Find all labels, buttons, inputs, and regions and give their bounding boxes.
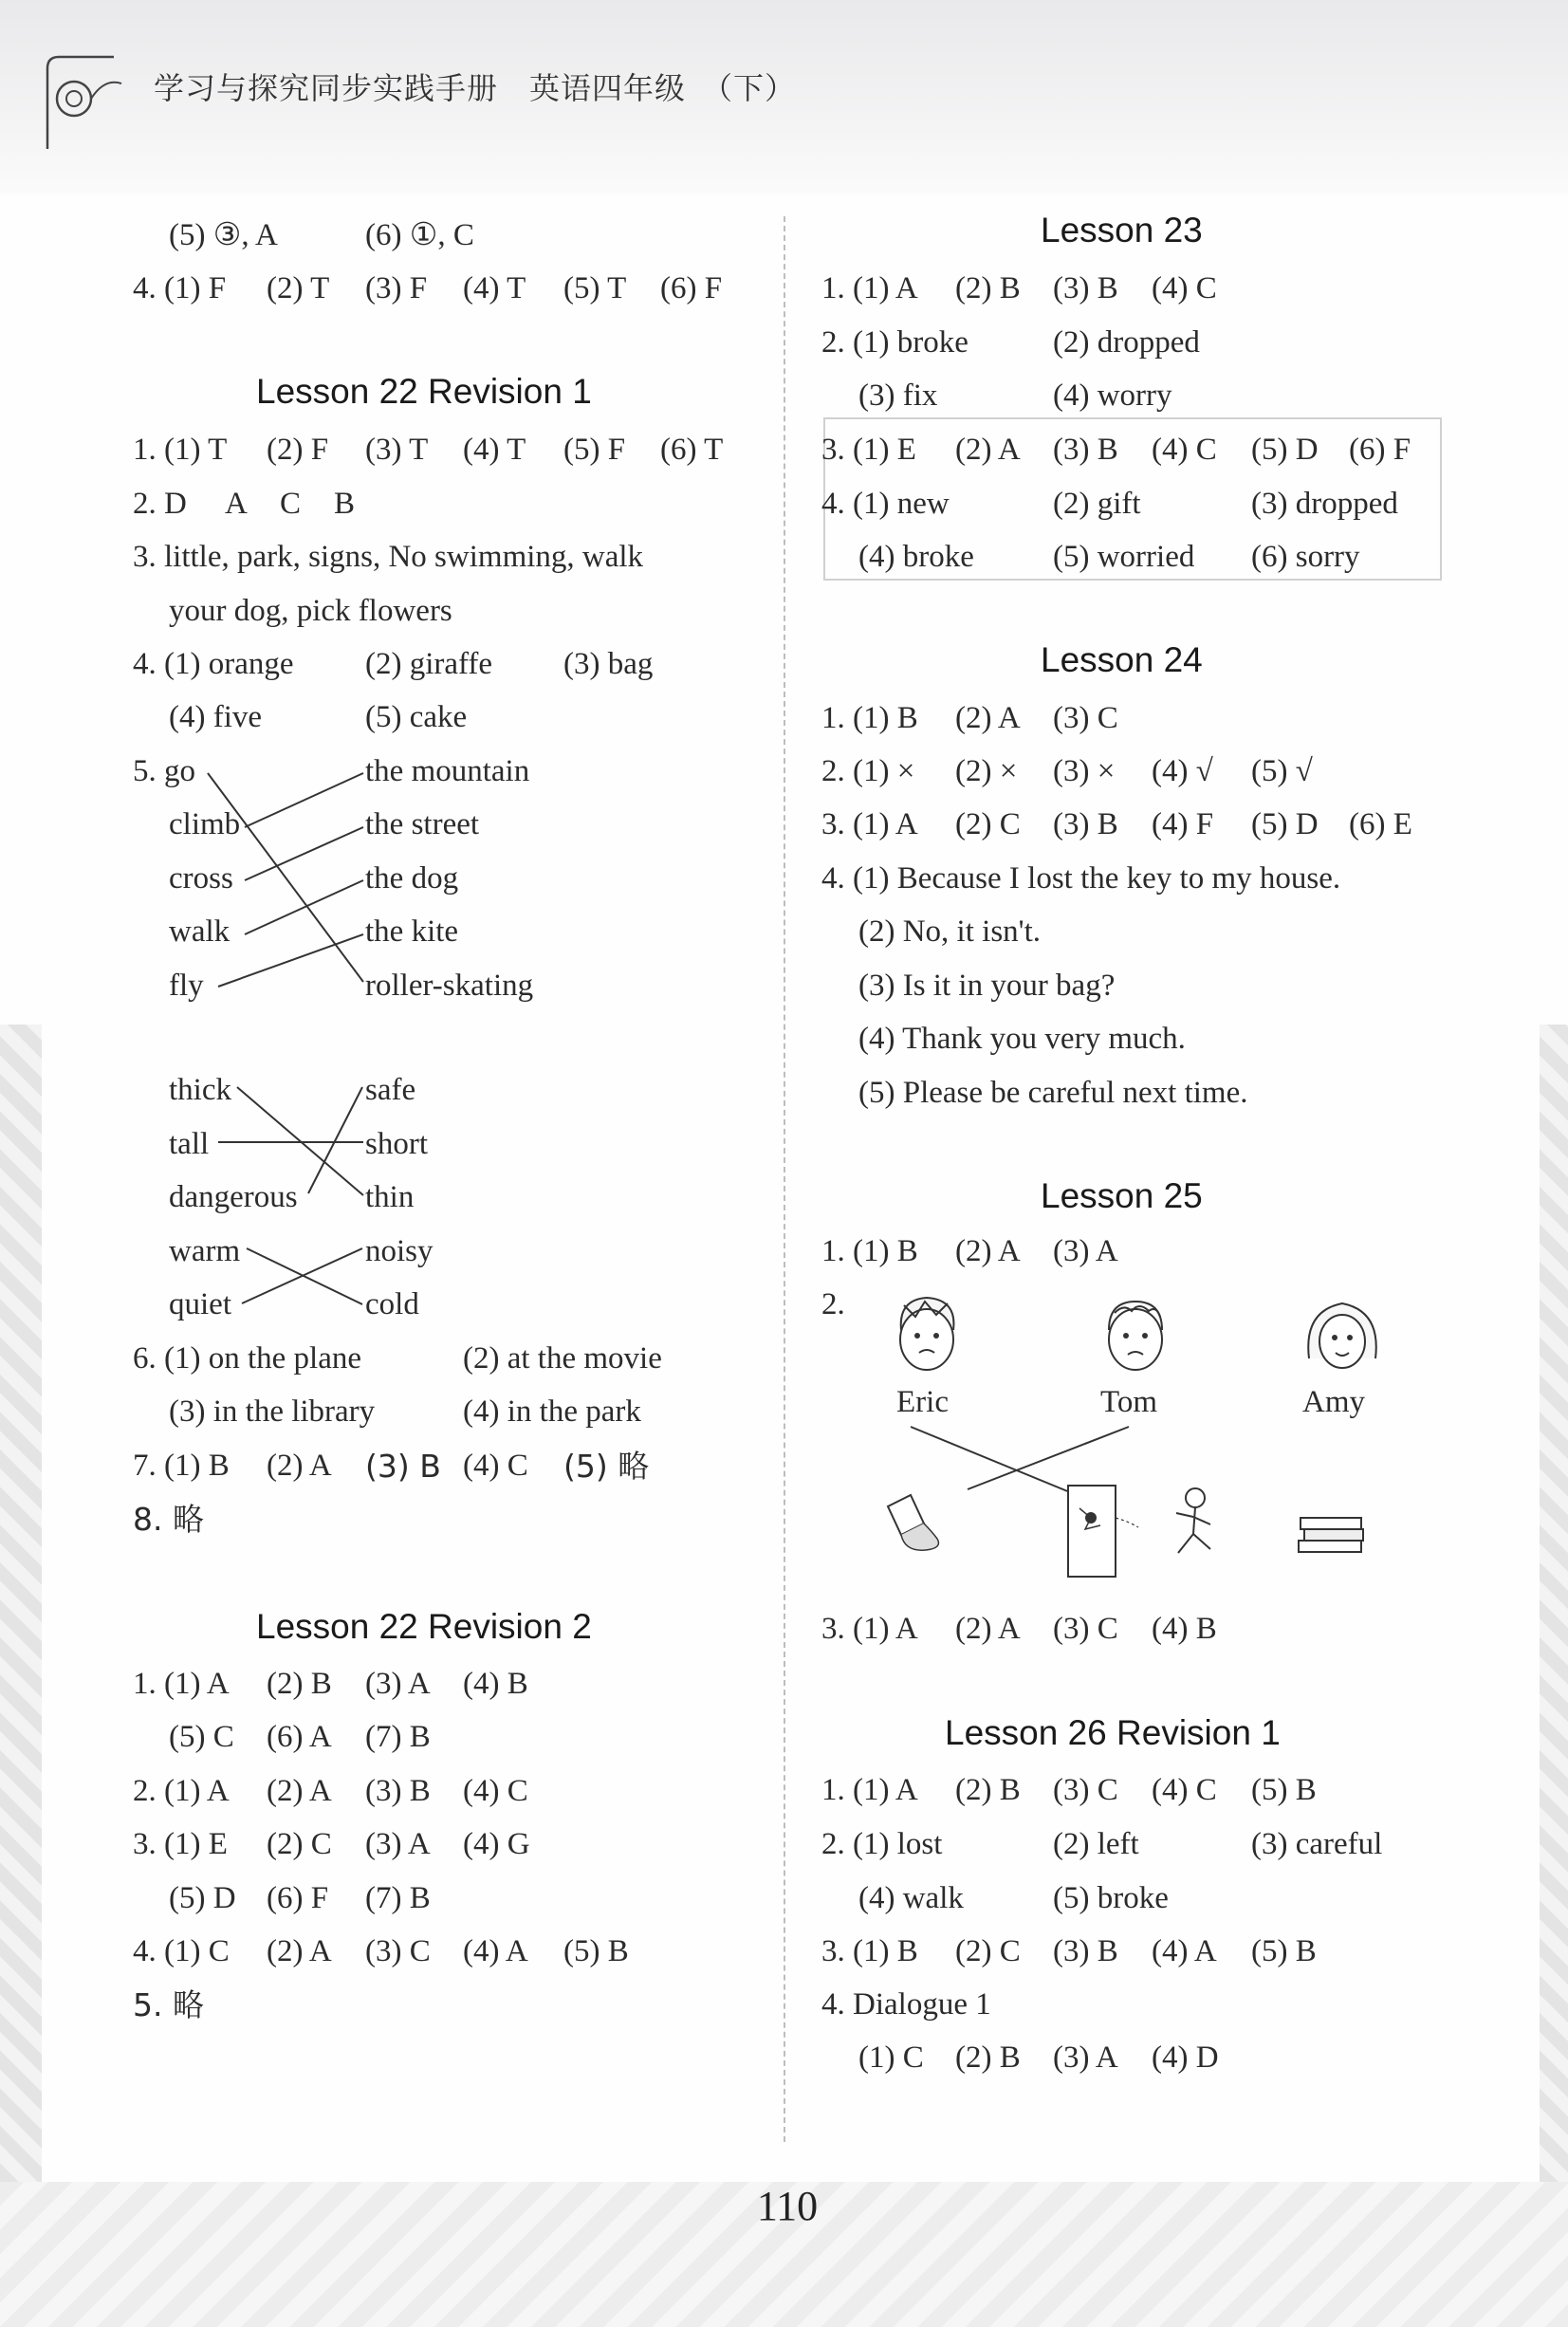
column-divider: [784, 216, 785, 2142]
answer: (2) at the movie: [463, 1341, 662, 1376]
answer: (4) D: [1152, 2041, 1219, 2075]
page-number: 110: [756, 2183, 819, 2229]
answer: (3) bag: [563, 647, 654, 681]
answer: 2. (1) A: [133, 1774, 230, 1808]
match-right-item: cold: [365, 1287, 419, 1321]
answer: (2) B: [955, 1773, 1021, 1807]
match-right-item: the dog: [365, 861, 459, 896]
answer: (2) C: [955, 1934, 1021, 1968]
section-heading: Lesson 26 Revision 1: [945, 1713, 1281, 1752]
answer: 6. (1) on the plane: [133, 1341, 362, 1376]
match-left-item: fly: [169, 969, 204, 1003]
answer: (2) A: [955, 433, 1021, 467]
section-heading: Lesson 22 Revision 2: [256, 1607, 592, 1646]
answer: (5) broke: [1053, 1881, 1169, 1915]
corner-ornament-icon: [38, 49, 123, 154]
section-heading: Lesson 24: [1041, 640, 1203, 679]
answer: (3) T: [365, 433, 429, 467]
answer: (1) C: [858, 2041, 924, 2075]
answer: 1. (1) A: [821, 1773, 918, 1807]
answer: (2) C: [955, 807, 1021, 841]
spilled-cup-icon: [882, 1489, 949, 1565]
answer: (2) dropped: [1053, 325, 1200, 360]
stack-of-books-icon: [1295, 1508, 1371, 1565]
match-left-item: 5. go: [133, 754, 195, 788]
answer: 3. (1) A: [821, 1612, 918, 1646]
side-decoration: [0, 1025, 42, 2182]
boy-face-icon: [1096, 1292, 1176, 1387]
answer: (3) A: [365, 1827, 431, 1861]
answer: 7. (1) B: [133, 1449, 230, 1483]
answer: (3) fix: [858, 379, 938, 413]
matching-lines-2: [161, 1072, 379, 1319]
answer: C: [280, 487, 302, 521]
answer: (4) B: [463, 1667, 528, 1701]
answer: (3) B: [1053, 1934, 1118, 1968]
answer: (5) T: [563, 271, 627, 305]
answer: (4) in the park: [463, 1394, 641, 1429]
answer: (5) D: [1251, 433, 1319, 467]
answer: (2) B: [267, 1667, 332, 1701]
answer: (6) E: [1349, 807, 1412, 841]
match-right-item: the mountain: [365, 754, 530, 788]
answer: (3) C: [1053, 701, 1118, 735]
answer: (5) D: [169, 1881, 236, 1915]
answer: (4) broke: [858, 540, 974, 574]
answer: (4) walk: [858, 1881, 964, 1915]
answer: 1. (1) A: [821, 271, 918, 305]
answer: (6) F: [1349, 433, 1411, 467]
answer: (7) B: [365, 1881, 431, 1915]
answer: (2) A: [267, 1774, 332, 1808]
section-heading: Lesson 23: [1041, 211, 1203, 249]
answer: (2) B: [955, 2041, 1021, 2075]
answer: 8. 略: [133, 1501, 204, 1538]
answer: (2) A: [267, 1449, 332, 1483]
answer: (3) B: [1053, 433, 1118, 467]
answer: (4) F: [1152, 807, 1214, 841]
answer: (2) F: [267, 433, 329, 467]
side-decoration-right: [1540, 1025, 1568, 2182]
answer: 4. (1) C: [133, 1934, 230, 1968]
answer: (6) F: [660, 271, 723, 305]
answer: 2. (1) lost: [821, 1827, 943, 1861]
answer: B: [334, 487, 356, 521]
answer: (2) ×: [955, 754, 1018, 788]
boy-face-icon: [887, 1292, 968, 1387]
answer: (2) A: [955, 1234, 1021, 1268]
answer: (3) dropped: [1251, 487, 1398, 521]
answer: (5) B: [563, 1934, 629, 1968]
match-left-item: tall: [169, 1127, 210, 1161]
match-right-item: the kite: [365, 914, 459, 949]
answer: (4) B: [1152, 1612, 1217, 1646]
answer: 3. little, park, signs, No swimming, walk: [133, 540, 644, 574]
answer: 1. (1) T: [133, 433, 228, 467]
answer: 3. (1) E: [821, 433, 916, 467]
answer: (2) T: [267, 271, 330, 305]
answer: 1. (1) B: [821, 701, 918, 735]
answer: (5) cake: [365, 700, 468, 734]
answer: 2. D: [133, 487, 187, 521]
match-left-item: cross: [169, 861, 233, 896]
answer: 2. (1) broke: [821, 325, 968, 360]
answer: (5) B: [1251, 1773, 1317, 1807]
answer: (4) worry: [1053, 379, 1172, 413]
answer: (5) Please be careful next time.: [858, 1076, 1248, 1110]
character-name: Eric: [896, 1385, 949, 1419]
answer: 3. (1) E: [133, 1827, 228, 1861]
answer: (6) A: [267, 1720, 332, 1754]
answer: (3) A: [365, 1667, 431, 1701]
answer: (2) A: [955, 701, 1021, 735]
answer: (4) C: [1152, 433, 1217, 467]
answer: (3) in the library: [169, 1394, 376, 1429]
answer: (2) gift: [1053, 487, 1141, 521]
match-left-item: walk: [169, 914, 231, 949]
match-left-item: quiet: [169, 1287, 231, 1321]
matching-lines-1: [161, 749, 379, 1025]
answer: (3) B: [365, 1774, 431, 1808]
answer: 3. (1) B: [821, 1934, 918, 1968]
answer: your dog, pick flowers: [169, 594, 452, 628]
answer: (3) A: [1053, 2041, 1118, 2075]
boy-kicking-icon: [1167, 1485, 1224, 1570]
answer: (3) ×: [1053, 754, 1116, 788]
answer: (4) T: [463, 433, 526, 467]
answer: (2) A: [267, 1934, 332, 1968]
answer: (3) B: [365, 1448, 441, 1485]
answer: (3) B: [1053, 271, 1118, 305]
answer: (4) C: [1152, 1773, 1217, 1807]
answer: 4. (1) Because I lost the key to my house.: [821, 861, 1341, 896]
answer: (5) √: [1251, 754, 1313, 788]
answer: (3) C: [1053, 1612, 1118, 1646]
answer: (5) B: [1251, 1934, 1317, 1968]
answer: (6) F: [267, 1881, 329, 1915]
answer: (4) T: [463, 271, 526, 305]
answer: (2) giraffe: [365, 647, 493, 681]
match-right-item: noisy: [365, 1234, 434, 1268]
section-heading: Lesson 22 Revision 1: [256, 372, 592, 411]
answer: (6) sorry: [1251, 540, 1360, 574]
answer: (5) worried: [1053, 540, 1195, 574]
answer: 2. (1) ×: [821, 754, 915, 788]
match-left-item: warm: [169, 1234, 241, 1268]
answer: (4) √: [1152, 754, 1213, 788]
answer: A: [225, 487, 248, 521]
answer: (5) ③, A: [169, 218, 278, 252]
match-left-item: dangerous: [169, 1180, 298, 1214]
answer: (3) C: [1053, 1773, 1118, 1807]
girl-face-icon: [1300, 1292, 1385, 1387]
answer: (2) No, it isn't.: [858, 914, 1042, 949]
answer: 1. (1) A: [133, 1667, 230, 1701]
answer: (6) ①, C: [365, 218, 474, 252]
character-name: Tom: [1100, 1385, 1158, 1419]
answer: (4) G: [463, 1827, 530, 1861]
answer: 4. (1) F: [133, 271, 227, 305]
answer: (4) A: [1152, 1934, 1217, 1968]
answer: (4) C: [463, 1774, 528, 1808]
answer: (3) careful: [1251, 1827, 1383, 1861]
match-left-item: climb: [169, 807, 241, 841]
answer: 4. Dialogue 1: [821, 1987, 991, 2022]
answer: (2) A: [955, 1612, 1021, 1646]
match-right-item: the street: [365, 807, 480, 841]
match-right-item: safe: [365, 1073, 416, 1107]
answer: (3) C: [365, 1934, 431, 1968]
answer: (4) C: [1152, 271, 1217, 305]
answer: (4) five: [169, 700, 263, 734]
answer: 2.: [821, 1287, 845, 1321]
answer: (6) T: [660, 433, 724, 467]
answer: (3) Is it in your bag?: [858, 969, 1116, 1003]
answer: (5) C: [169, 1720, 234, 1754]
match-right-item: thin: [365, 1180, 415, 1214]
match-right-item: roller-skating: [365, 969, 534, 1003]
broken-window-icon: [1062, 1480, 1176, 1584]
page-header-title: 学习与探究同步实践手册 英语四年级 （下）: [154, 70, 797, 106]
answer: (3) A: [1053, 1234, 1118, 1268]
match-right-item: short: [365, 1127, 428, 1161]
character-name: Amy: [1302, 1385, 1365, 1419]
answer: (4) Thank you very much.: [858, 1022, 1186, 1056]
answer: (5) D: [1251, 807, 1319, 841]
match-left-item: thick: [169, 1073, 231, 1107]
answer: (7) B: [365, 1720, 431, 1754]
answer: (3) F: [365, 271, 428, 305]
answer: (4) A: [463, 1934, 528, 1968]
answer: (3) B: [1053, 807, 1118, 841]
answer: (2) left: [1053, 1827, 1139, 1861]
answer: (4) C: [463, 1449, 528, 1483]
answer: 1. (1) B: [821, 1234, 918, 1268]
answer: (2) B: [955, 271, 1021, 305]
answer: 3. (1) A: [821, 807, 918, 841]
answer: (5) 略: [563, 1448, 650, 1485]
section-heading: Lesson 25: [1041, 1176, 1203, 1215]
answer: (5) F: [563, 433, 626, 467]
answer: 4. (1) orange: [133, 647, 294, 681]
answer: 5. 略: [133, 1986, 204, 2023]
answer: 4. (1) new: [821, 487, 950, 521]
answer: (2) C: [267, 1827, 332, 1861]
